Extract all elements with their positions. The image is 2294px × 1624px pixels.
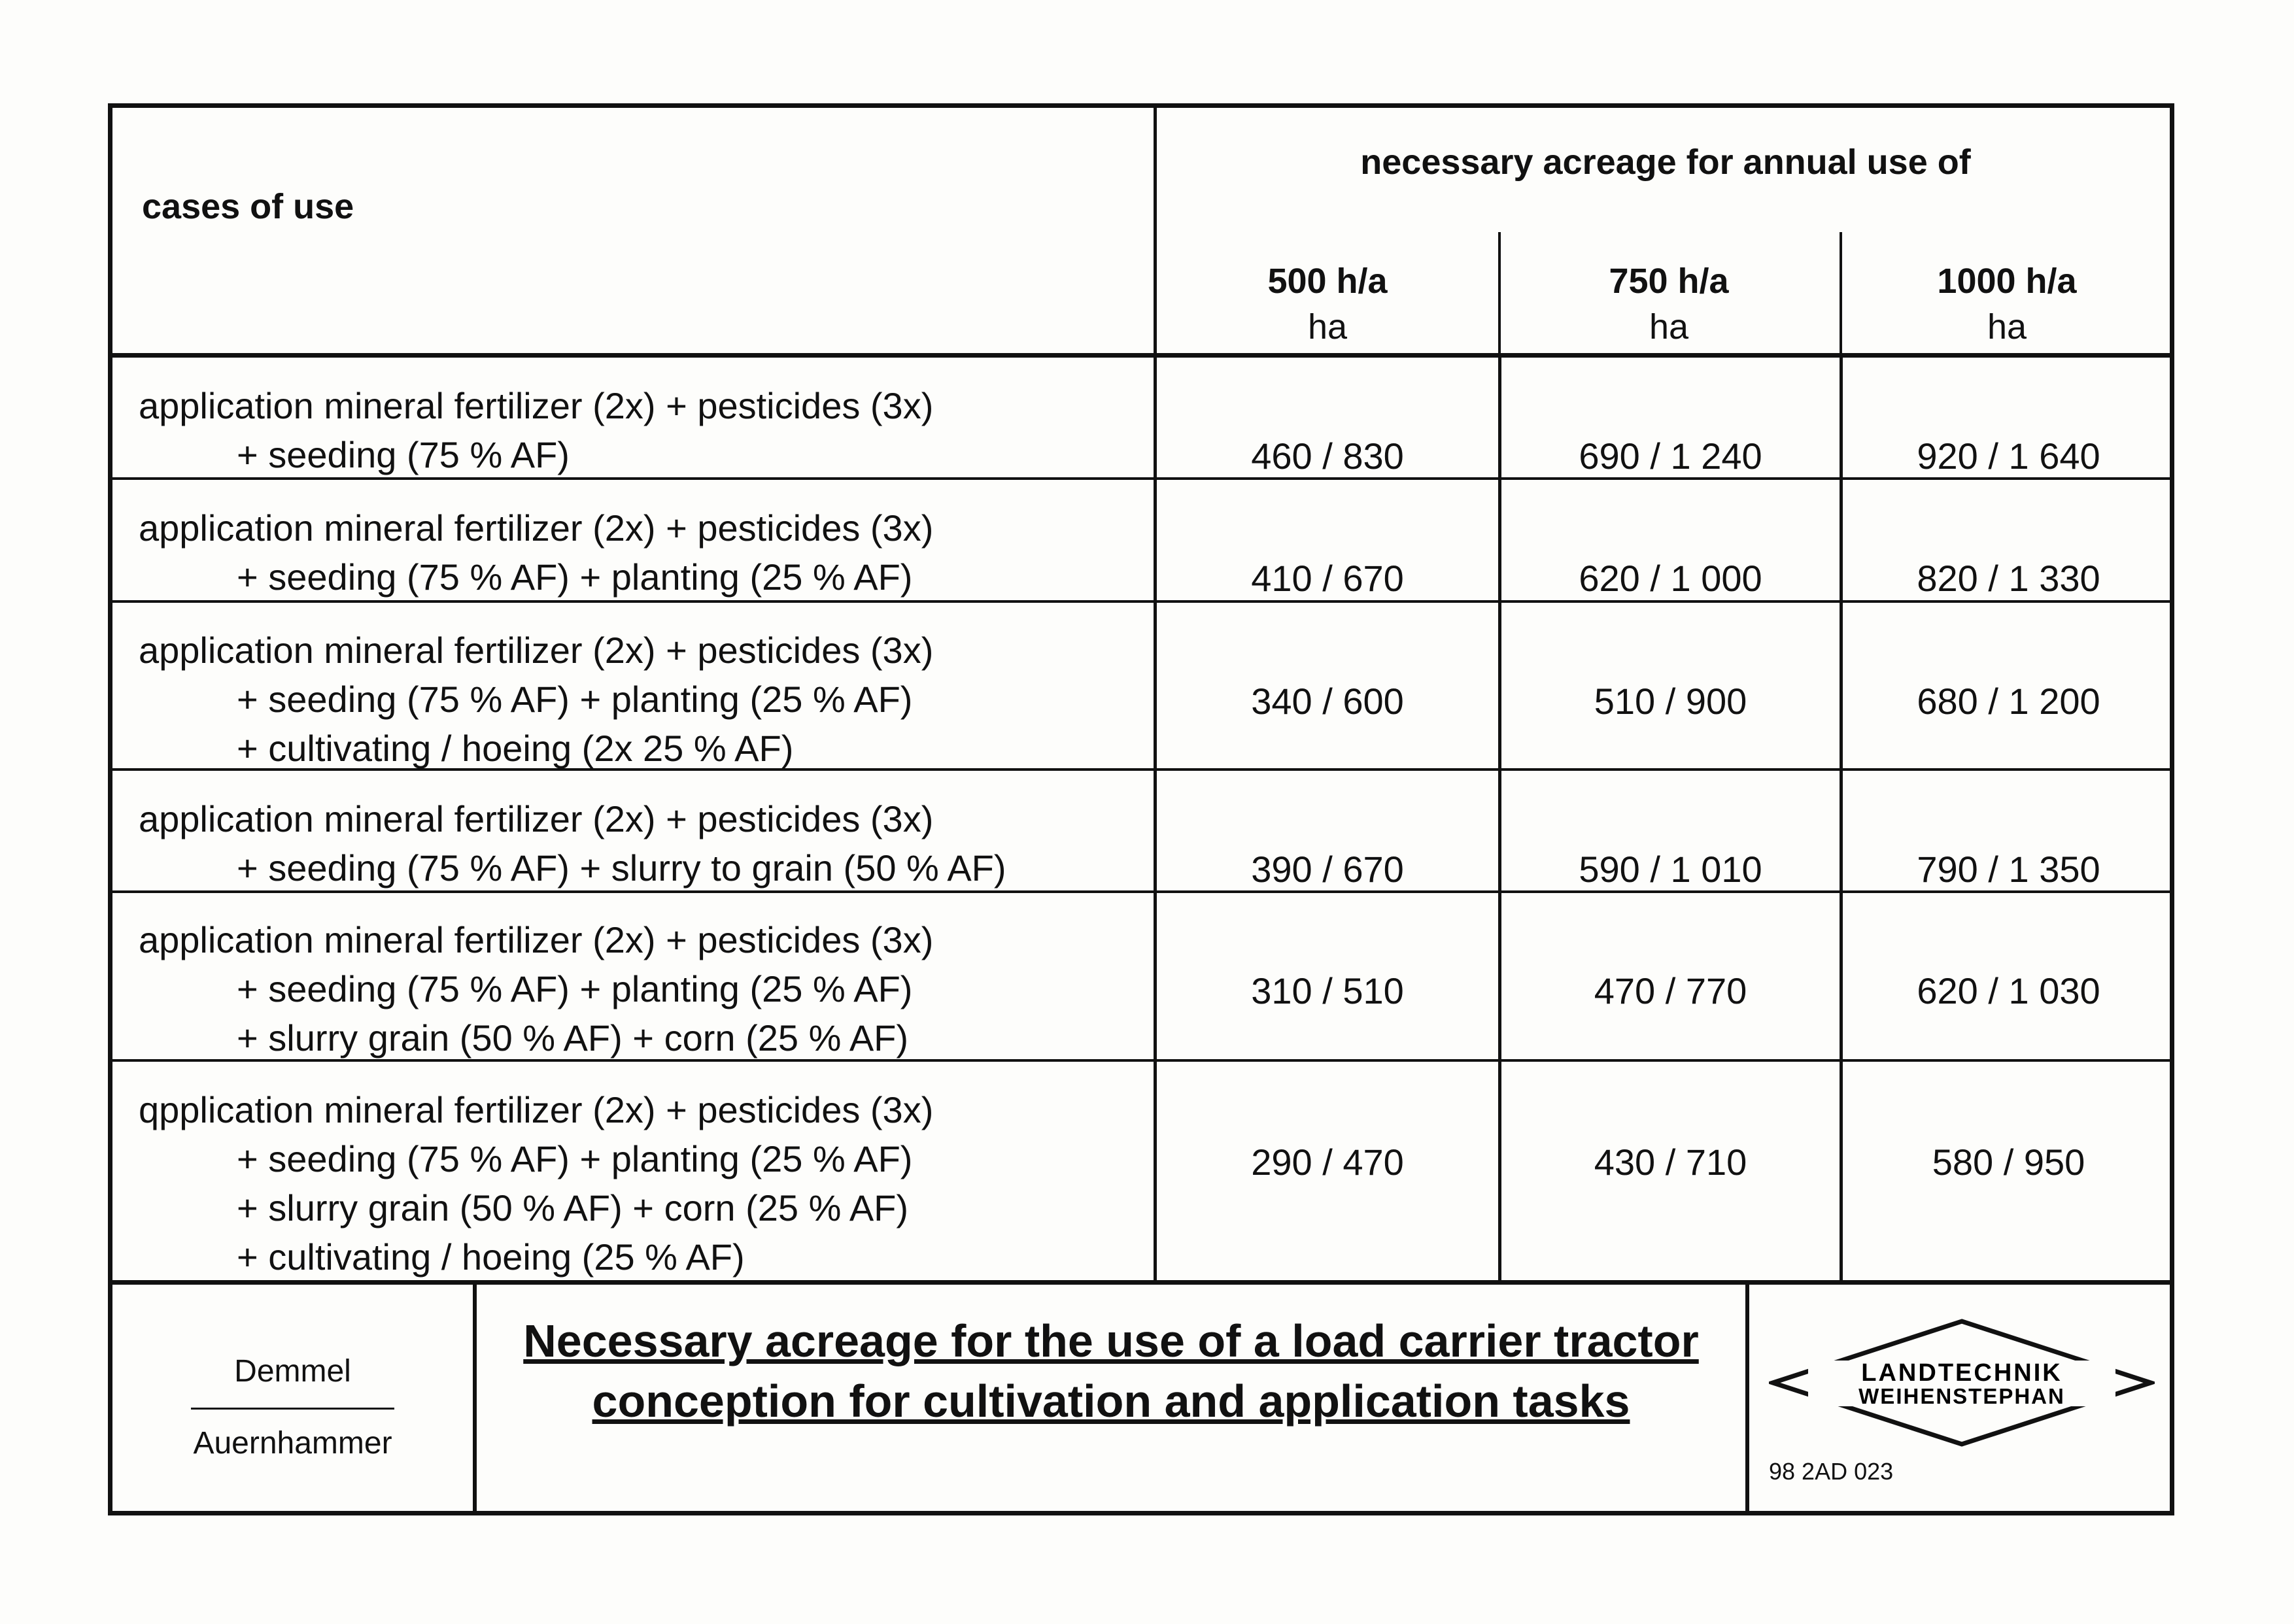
author-separator bbox=[191, 1408, 394, 1410]
row-line: + slurry grain (50 % AF) + corn (25 % AF) bbox=[237, 1017, 909, 1058]
row-6-description bbox=[139, 1085, 933, 1281]
row-5-value-500: 310 / 510 bbox=[1251, 970, 1404, 1011]
row-line: + slurry grain (50 % AF) + corn (25 % AF) bbox=[237, 1187, 909, 1228]
column-unit: ha bbox=[1307, 307, 1348, 347]
landtechnik-logo bbox=[1769, 1317, 2155, 1448]
header-divider bbox=[112, 353, 2174, 358]
row-2-description bbox=[139, 503, 933, 601]
author-name: Auernhammer bbox=[193, 1426, 392, 1461]
column-unit: ha bbox=[1649, 307, 1689, 347]
row-line: application mineral fertilizer (2x) + pesticides (3x) bbox=[139, 919, 934, 960]
row-5-value-1000: 620 / 1 030 bbox=[1917, 970, 2100, 1011]
document-title-cell bbox=[477, 1285, 1749, 1515]
document-number: 98 2AD 023 bbox=[1769, 1458, 1894, 1485]
row-5-description bbox=[139, 915, 933, 1062]
row-4-description bbox=[139, 794, 1006, 892]
row-3-description bbox=[139, 626, 933, 773]
row-6-value-750: 430 / 710 bbox=[1594, 1142, 1747, 1183]
row-line: qpplication mineral fertilizer (2x) + pesticides (3x) bbox=[139, 1089, 934, 1130]
row-line: + seeding (75 % AF) + planting (25 % AF) bbox=[237, 1138, 913, 1179]
row-4-value-1000: 790 / 1 350 bbox=[1917, 849, 2100, 890]
column-header-500 bbox=[1157, 258, 1498, 350]
row-2-value-1000: 820 / 1 330 bbox=[1917, 558, 2100, 599]
row-line: application mineral fertilizer (2x) + pesticides (3x) bbox=[139, 798, 934, 839]
row-2-value-750: 620 / 1 000 bbox=[1579, 558, 1762, 599]
row-4-value-750: 590 / 1 010 bbox=[1579, 849, 1762, 890]
row-1-value-500: 460 / 830 bbox=[1251, 435, 1404, 477]
author-name: Demmel bbox=[234, 1354, 351, 1389]
header-cases-cell bbox=[112, 108, 1157, 353]
column-rate: 500 h/a bbox=[1267, 262, 1388, 301]
row-4-value-500: 390 / 670 bbox=[1251, 849, 1404, 890]
logo-line-2: WEIHENSTEPHAN bbox=[1858, 1384, 2065, 1408]
row-line: application mineral fertilizer (2x) + pesticides (3x) bbox=[139, 630, 934, 671]
column-header-750 bbox=[1498, 258, 1840, 350]
cases-of-use-label: cases of use bbox=[142, 187, 354, 226]
row-1-value-1000: 920 / 1 640 bbox=[1917, 435, 2100, 477]
logo-cell bbox=[1749, 1285, 2174, 1515]
row-line: application mineral fertilizer (2x) + pesticides (3x) bbox=[139, 507, 934, 549]
row-line: + cultivating / hoeing (25 % AF) bbox=[237, 1236, 745, 1277]
column-rate: 1000 h/a bbox=[1937, 262, 2077, 301]
logo-line-1: LANDTECHNIK bbox=[1861, 1359, 2063, 1387]
row-line: + cultivating / hoeing (2x 25 % AF) bbox=[237, 728, 794, 769]
row-line: + seeding (75 % AF) + slurry to grain (50 % AF) bbox=[237, 847, 1006, 888]
row-6-value-500: 290 / 470 bbox=[1251, 1142, 1404, 1183]
column-header-1000 bbox=[1840, 258, 2174, 350]
row-3-value-1000: 680 / 1 200 bbox=[1917, 681, 2100, 722]
row-line: + seeding (75 % AF) + planting (25 % AF) bbox=[237, 679, 913, 720]
row-line: + seeding (75 % AF) + planting (25 % AF) bbox=[237, 968, 913, 1009]
row-line: + seeding (75 % AF) + planting (25 % AF) bbox=[237, 556, 913, 598]
data-table bbox=[108, 103, 2174, 1515]
row-1-value-750: 690 / 1 240 bbox=[1579, 435, 1762, 477]
row-5-value-750: 470 / 770 bbox=[1594, 970, 1747, 1011]
row-line: + seeding (75 % AF) bbox=[237, 434, 570, 475]
row-3-value-750: 510 / 900 bbox=[1594, 681, 1747, 722]
document-title: Necessary acreage for the use of a load carrier tractor conception for cultivation and application tasks bbox=[523, 1315, 1699, 1427]
acreage-group-title: necessary acreage for annual use of bbox=[1360, 143, 1971, 182]
row-3-value-500: 340 / 600 bbox=[1251, 681, 1404, 722]
authors-cell bbox=[112, 1285, 477, 1515]
row-1-description bbox=[139, 381, 933, 479]
title-block bbox=[112, 1285, 2174, 1515]
row-2-value-500: 410 / 670 bbox=[1251, 558, 1404, 599]
column-rate: 750 h/a bbox=[1609, 262, 1729, 301]
row-6-value-1000: 580 / 950 bbox=[1932, 1142, 2085, 1183]
row-line: application mineral fertilizer (2x) + pesticides (3x) bbox=[139, 385, 934, 426]
header-acreage-cell bbox=[1157, 108, 2174, 353]
column-unit: ha bbox=[1987, 307, 2027, 347]
